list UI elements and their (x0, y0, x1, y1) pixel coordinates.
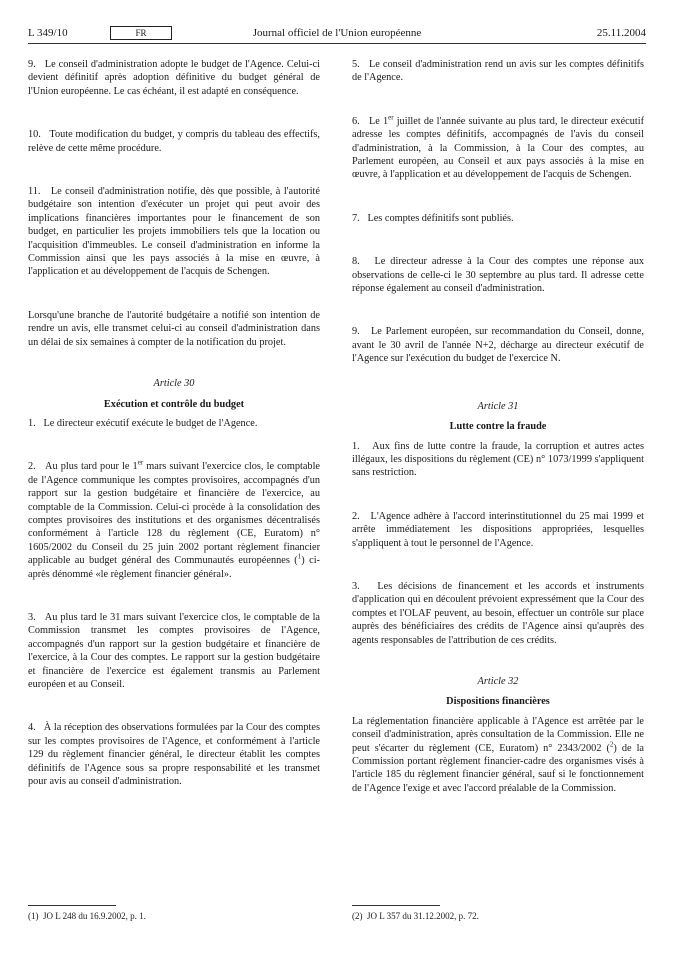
article-32-label: Article 32 (477, 675, 519, 687)
footnote-left: (1) JO L 248 du 16.9.2002, p. 1. (28, 911, 146, 921)
article-30-paragraph-5: 5. Le conseil d'administration rend un avis sur les comptes définitifs de l'Agence. (352, 59, 644, 84)
article-31-paragraph-3: 3. Les décisions de financement et les accords et instruments d'application qui en découlent prévoient expressément que la Cour des comptes et l'OLAF peuvent, au besoin, effectuer un contrôle sur place auprès des bénéficiaires des crédits de l'Agence ainsi qu'auprès des agents responsables de l'attribution de ces crédits. (352, 580, 644, 646)
footnote-rule-left (28, 905, 116, 906)
paragraph-11: 11. Le conseil d'administration notifie, dès que possible, à l'autorité budgétaire son intention d'exécuter un projet qui peut avoir des implications financières importantes pour le financement de son budget, en particulier les projets immobiliers tels que la location ou l'acquisition d'immeubles. Le conseil d'administration en informe la Commission ainsi que les pays associés à la mise en œuvre, à l'application et au développement de l'acquis de Schengen. (28, 186, 320, 278)
article-32-paragraph: La réglementation financière applicable à l'Agence est arrêtée par le conseil d'administration, après consultation de la Commission. Elle ne peut s'écarter du règlement (CE, Euratom) n° 2343/2002 ($^2$) de la Commission portant règlement financier-cadre des organismes visés à l'article 185 du règlement financier général, sauf si le fonctionnement de l'Agence l'exige et avec l'accord préalable de la Commission. (352, 715, 644, 794)
paragraph-10: 10. Toute modification du budget, y compris du tableau des effectifs, relève de cette même procédure. (28, 129, 320, 154)
footnote-rule-right (352, 905, 440, 906)
article-30-paragraph-4: 4. À la réception des observations formulées par la Cour des comptes sur les comptes provisoires de l'Agence, et conformément à l'article 129 du règlement financier général, le directeur établit les comptes définitifs de l'Agence sous sa propre responsabilité et les transmet pour avis au conseil d'administration. (28, 722, 320, 788)
article-31-title: Lutte contre la fraude (449, 421, 547, 433)
article-30-paragraph-2: 2. Au plus tard pour le 1er mars suivant l'exercice clos, le comptable de l'Agence communique les comptes provisoires, accompagnés d'un rapport sur la gestion budgétaire et financière de l'exercice, au comptable de la Commission. Celui-ci procède à la consolidation des comptes provisoires des institutions et des organismes décentralisés conformément à l'article 128 du règlement (CE, Euratom) n° 1605/2002 du Conseil du 25 juin 2002 portant règlement financier applicable au budget général des Communautés européennes ($^1$) ci-après dénommé «le règlement financier général». (28, 458, 320, 580)
article-30-paragraph-9: 9. Le Parlement européen, sur recommandation du Conseil, donne, avant le 30 avril de l'année N+2, décharge au directeur exécutif de l'Agence sur l'exécution du budget de l'exercice N. (352, 326, 644, 365)
page-header (28, 26, 646, 40)
article-30-paragraph-7: 7. Les comptes définitifs sont publiés. (352, 212, 514, 224)
article-30-paragraph-3: 3. Au plus tard le 31 mars suivant l'exercice clos, le comptable de la Commission transmet les comptes provisoires de l'Agence, accompagnés d'un rapport sur la gestion budgétaire et financière de l'exercice, à la Cour des comptes. Le rapport sur la gestion budgétaire et financière de l'exercice est également transmis au Parlement européen et au Conseil. (28, 611, 320, 690)
article-32-title: Dispositions financières (446, 696, 550, 708)
journal-title: Journal officiel de l'Union européenne (252, 27, 422, 39)
language-box: FR (110, 26, 172, 40)
article-31-label: Article 31 (477, 400, 519, 412)
publication-date: 25.11.2004 (596, 27, 646, 39)
article-30-paragraph-1: 1. Le directeur exécutif exécute le budget de l'Agence. (28, 417, 258, 429)
paragraph-9: 9. Le conseil d'administration adopte le budget de l'Agence. Celui-ci devient définitif après adoption définitive du budget général de l'Union européenne. Le cas échéant, il est adapté en conséquence. (28, 59, 320, 97)
footnote-right: (2) JO L 357 du 31.12.2002, p. 72. (352, 911, 479, 921)
header-rule (28, 43, 646, 44)
left-column (28, 58, 320, 788)
article-30-paragraph-6: 6. Le 1er juillet de l'année suivante au plus tard, le directeur exécutif adresse les comptes définitifs, accompagnés de l'avis du conseil d'administration, à la Commission, à la Cour des comptes, au Parlement européen, au Conseil et aux pays associés à la mise en œuvre, à l'application et au développement de l'acquis de Schengen. (352, 113, 645, 181)
article-30-label: Article 30 (153, 378, 195, 390)
article-30-title: Exécution et contrôle du budget (103, 398, 245, 410)
page-reference: L 349/10 (28, 27, 68, 39)
article-30-paragraph-8: 8. Le directeur adresse à la Cour des comptes une réponse aux observations de celle-ci le 30 septembre au plus tard. Il adresse cette réponse également au conseil d'administration. (352, 256, 644, 295)
article-31-paragraph-1: 1. Aux fins de lutte contre la fraude, la corruption et autres actes illégaux, les dispositions du règlement (CE) n° 1073/1999 s'appliquent sans restriction. (352, 440, 644, 479)
paragraph-11-continued: Lorsqu'une branche de l'autorité budgétaire a notifié son intention de rendre un avis, elle transmet celui-ci au conseil d'administration dans un délai de six semaines à compter de la notification du projet. (28, 309, 320, 348)
article-31-paragraph-2: 2. L'Agence adhère à l'accord interinstitutionnel du 25 mai 1999 et arrête immédiatement les dispositions appropriées, lesquelles s'appliquent à tout le personnel de l'Agence. (352, 510, 644, 549)
right-column (352, 58, 644, 795)
